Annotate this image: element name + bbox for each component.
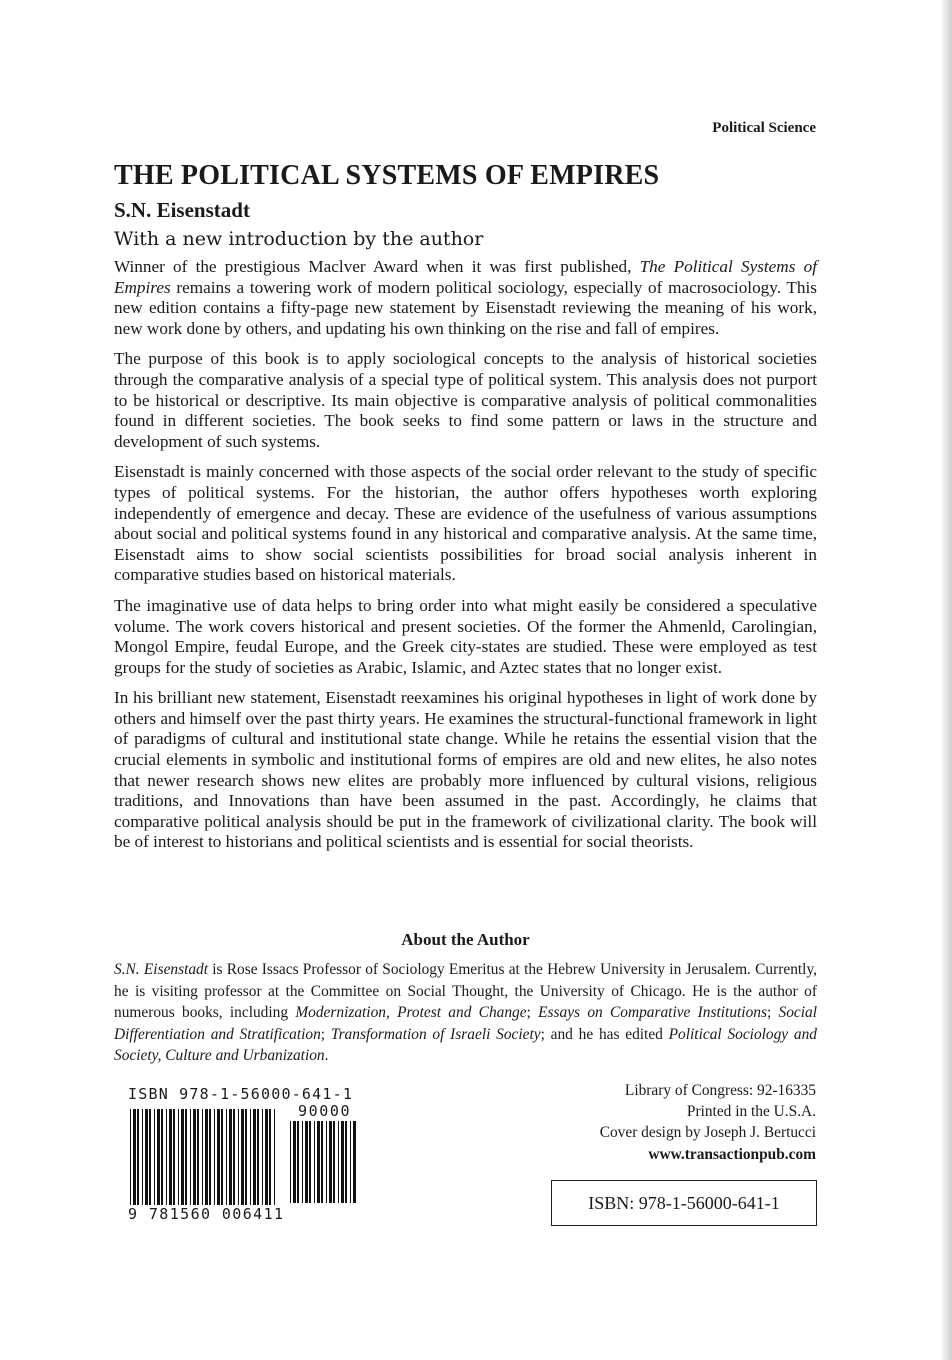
barcode-bar: [178, 1109, 179, 1205]
barcode-bar: [345, 1121, 347, 1203]
cover-design: Cover design by Joseph J. Bertucci: [599, 1124, 816, 1142]
barcode-main-bars: [128, 1109, 278, 1207]
barcode-bar: [241, 1109, 244, 1205]
category-label: Political Science: [712, 120, 816, 136]
barcode-bar: [157, 1109, 160, 1205]
paragraph-5: In his brilliant new statement, Eisenstadt reexamines his original hypotheses in light of work done by others and himself over the past thirty years. He examines the structural-functional framework in light of paradigms of cultural and institutional state change. While he retains the essential vision that the crucial elements in symbolic and institutional forms of empires are old and new elites, he also notes that newer research shows new elites are probably more influenced by cultural visions, religious traditions, and Innovations than have been assumed in the past. Accordingly, he claims that comparative political analysis should be put in the framework of civilizational clarity. The book will be of interest to historians and political scientists and is essential for social theorists.: [114, 688, 817, 852]
barcode-bar: [214, 1109, 215, 1205]
library-of-congress: Library of Congress: 92-16335: [624, 1082, 816, 1099]
barcode-bar: [209, 1109, 211, 1205]
barcode-bar: [137, 1109, 139, 1205]
barcode-bar: [314, 1121, 315, 1203]
printed-in: Printed in the U.S.A.: [686, 1103, 816, 1121]
barcode-bar: [329, 1121, 332, 1203]
barcode-bar: [305, 1121, 308, 1203]
barcode-bar: [238, 1109, 239, 1205]
book-title: THE POLITICAL SYSTEMS OF EMPIRES: [114, 160, 660, 191]
paragraph-4: The imaginative use of data helps to bring order into what might easily be considered a speculative volume. The work covers historical and present societies. Of the former the Ahmenld, Carolingian, Mongol Empire, feudal Europe, and the Greek city-states are studied. These were employed as test groups for the study of societies as Arabic, Islamic, and Aztec states that no longer exist.: [114, 595, 817, 677]
barcode-bar: [154, 1109, 155, 1205]
barcode-bar: [226, 1109, 227, 1205]
barcode-bar: [185, 1109, 187, 1205]
barcode-addon-number: 90000: [298, 1102, 352, 1120]
barcode-bar: [173, 1109, 175, 1205]
about-author-heading: About the Author: [401, 930, 530, 949]
barcode-bar: [353, 1121, 356, 1203]
barcode-bar: [265, 1109, 268, 1205]
barcode-bar: [202, 1109, 203, 1205]
barcode-bar: [221, 1109, 223, 1205]
barcode-bar: [341, 1121, 344, 1203]
barcode-bar: [309, 1121, 311, 1203]
barcode-bar: [245, 1109, 247, 1205]
barcode-bar: [253, 1109, 256, 1205]
barcode-bar: [181, 1109, 184, 1205]
barcode-bar: [257, 1109, 259, 1205]
barcode-bar: [130, 1109, 131, 1205]
page-edge-shadow: [942, 0, 952, 1360]
isbn-box: ISBN: 978-1-56000-641-1: [551, 1180, 817, 1226]
publication-info: [520, 1080, 816, 1165]
barcode-bar: [142, 1109, 143, 1205]
barcode-bar: [321, 1121, 323, 1203]
book-subtitle: With a new introduction by the author: [114, 228, 484, 250]
barcode-bar: [205, 1109, 208, 1205]
barcode-bar: [229, 1109, 232, 1205]
barcode-bar: [262, 1109, 263, 1205]
barcode-bar: [197, 1109, 199, 1205]
barcode-bar: [326, 1121, 327, 1203]
barcode-bar: [233, 1109, 235, 1205]
barcode-bar: [274, 1109, 275, 1205]
paragraph-3: Eisenstadt is mainly concerned with those aspects of the social order relevant to the study of specific types of political systems. For the historian, the author offers hypotheses worth exploring independently of emergence and decay. These are evidence of the usefulness of various assumptions about social and political systems found in any historical and comparative analysis. At the same time, Eisenstadt aims to show social scientists possibilities for broad social analysis inherent in comparative studies based on historical materials.: [114, 462, 817, 585]
barcode-bar: [317, 1121, 320, 1203]
barcode-bar: [133, 1109, 136, 1205]
barcode-bar: [190, 1109, 191, 1205]
barcode-bar: [161, 1109, 163, 1205]
barcode-isbn-label: ISBN 978-1-56000-641-1: [128, 1085, 354, 1103]
title-italic: The Political Systems of Empires: [114, 257, 817, 297]
barcode-bar: [145, 1109, 148, 1205]
barcode-addon-bars: [288, 1121, 362, 1203]
barcode-bar: [269, 1109, 271, 1205]
barcode-bar: [302, 1121, 303, 1203]
description-body: [114, 257, 817, 863]
barcode-bar: [350, 1121, 351, 1203]
publisher-url: www.transactionpub.com: [648, 1145, 816, 1163]
barcode-bar: [338, 1121, 339, 1203]
paragraph-1: Winner of the prestigious Maclver Award when it was first published, The Political Systems of Empires remains a towering work of modern political sociology, especially of macrosociology. This new edition contains a fifty-page new statement by Eisenstadt reviewing the meaning of his work, new work done by others, and updating his own thinking on the rise and fall of empires.: [114, 257, 817, 338]
barcode-bar: [193, 1109, 196, 1205]
barcode-bar: [297, 1121, 299, 1203]
barcode-bar: [333, 1121, 335, 1203]
book-author: S.N. Eisenstadt: [114, 198, 250, 222]
paragraph-2: The purpose of this book is to apply sociological concepts to the analysis of historical societies through the comparative analysis of a special type of political system. This analysis does not purport to be historical or descriptive. Its main objective is comparative analysis of political commonalities found in different societies. The book seeks to find some pattern or laws in the structure and development of such systems.: [114, 349, 817, 451]
barcode-bar: [290, 1121, 291, 1203]
barcode-bar: [169, 1109, 172, 1205]
barcode-bar: [217, 1109, 220, 1205]
barcode-bar: [293, 1121, 296, 1203]
barcode-digits: 9 781560 006411: [128, 1205, 285, 1223]
about-author-text: S.N. Eisenstadt is Rose Issacs Professor of Sociology Emeritus at the Hebrew University in Jerusalem. Currently, he is visiting professor at the Committee on Social Thought, the University of Chicago. He is the author of numerous books, including Modernization, Protest and Change; Essays on Comparative Institutions; Social Differentiation and Stratification; Transformation of Israeli Society; and he has edited Political Sociology and Society, Culture and Urbanization.: [114, 961, 818, 1064]
barcode-bar: [149, 1109, 151, 1205]
barcode-bar: [166, 1109, 167, 1205]
barcode-bar: [250, 1109, 251, 1205]
isbn-barcode: [128, 1085, 368, 1225]
